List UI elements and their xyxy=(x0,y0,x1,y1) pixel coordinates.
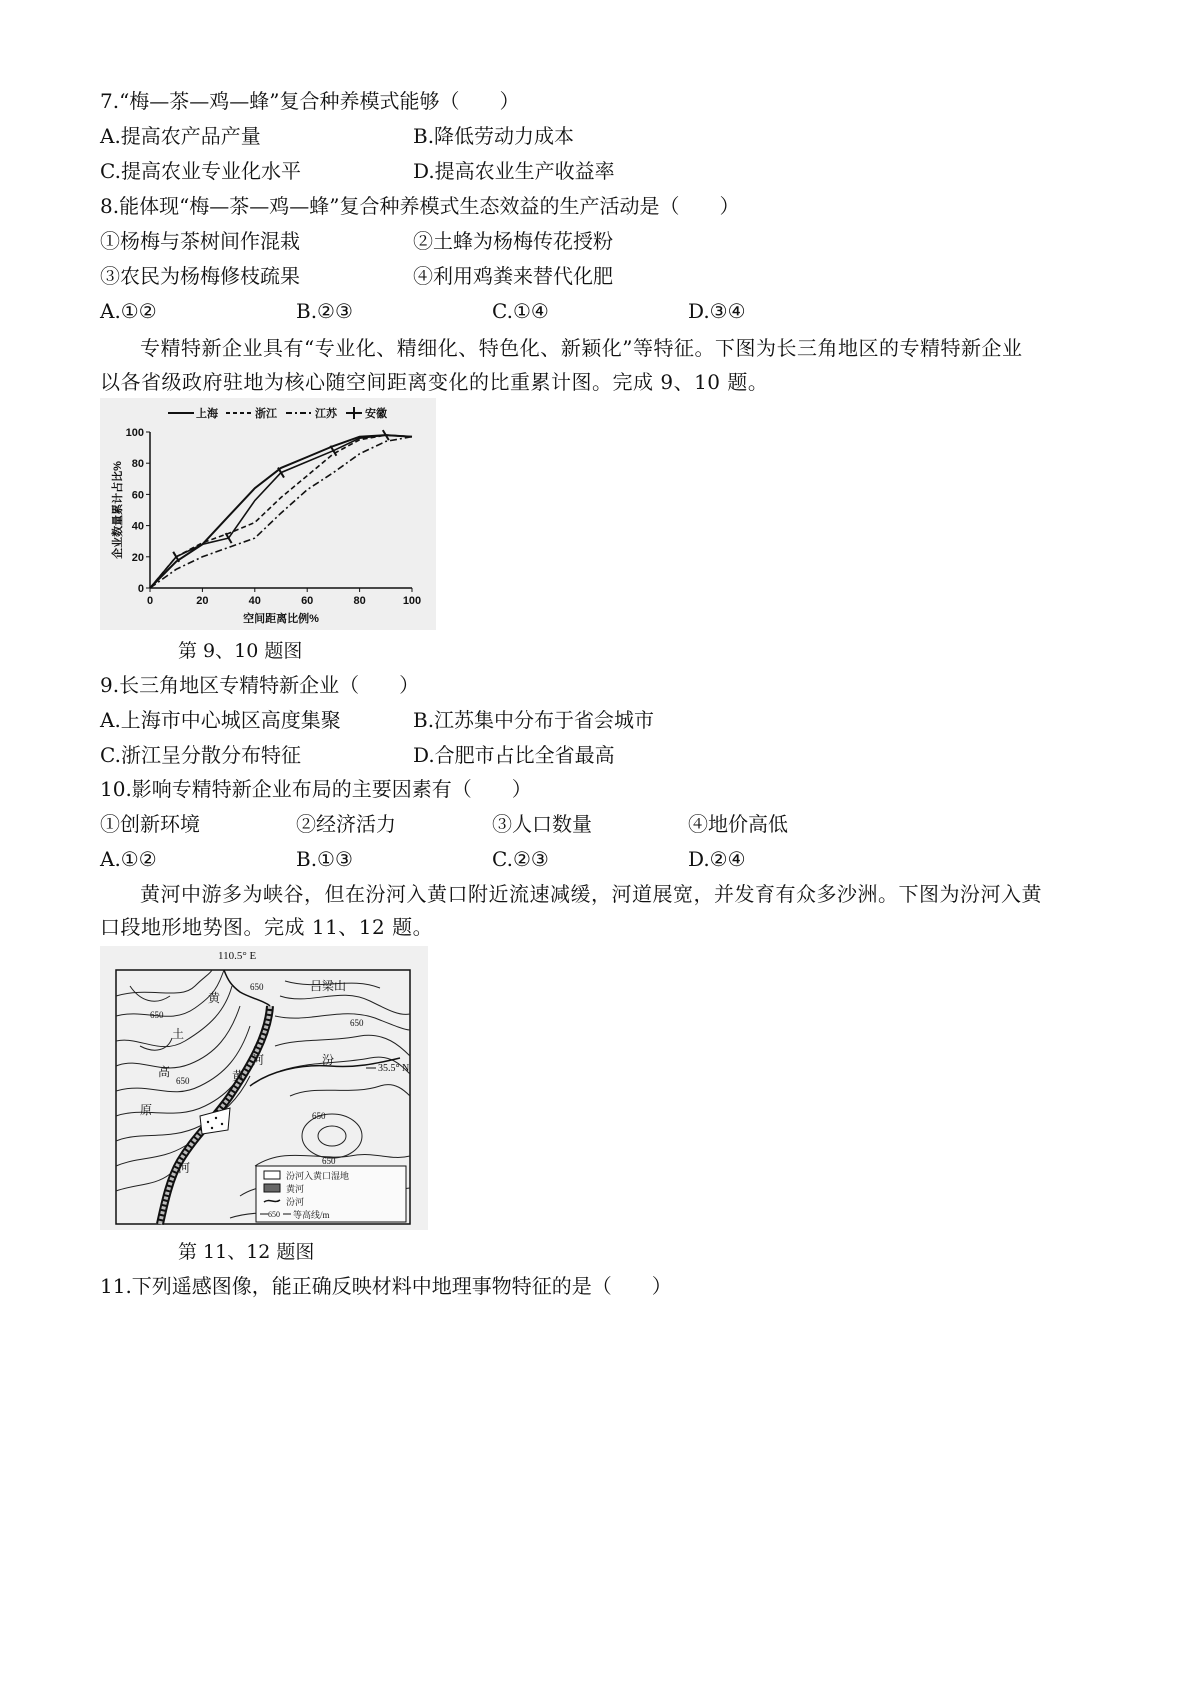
x-tick-label: 0 xyxy=(146,595,154,607)
x-tick-label: 60 xyxy=(301,595,314,607)
q8-option-a: A.①② xyxy=(100,299,157,323)
q8-item-1: ①杨梅与茶树间作混栽 xyxy=(100,229,300,253)
q8-item-2: ②土蜂为杨梅传花授粉 xyxy=(413,229,613,253)
legend-contour-value: 650 xyxy=(268,1210,280,1219)
loess-char-2: 土 xyxy=(172,1027,185,1041)
yellow-river-char-2: 河 xyxy=(252,1053,265,1067)
figure-1-caption: 第 9、10 题图 xyxy=(178,640,303,662)
figure-2-caption: 第 11、12 题图 xyxy=(178,1241,315,1263)
x-tick-label: 20 xyxy=(196,595,209,607)
y-tick-label: 100 xyxy=(125,427,144,439)
q8-stem: 8.能体现“梅—茶—鸡—蜂”复合种养模式生态效益的生产活动是（ ） xyxy=(100,194,740,218)
x-axis-label: 空间距离比例% xyxy=(243,613,319,625)
yellow-river-lower-label: 河 xyxy=(178,1161,191,1175)
legend-label-jiangsu: 江苏 xyxy=(315,408,337,420)
cumulative-share-chart xyxy=(100,398,436,630)
q10-item-1: ①创新环境 xyxy=(100,812,200,836)
legend-label-shanghai: 上海 xyxy=(196,408,218,420)
legend-label-anhui: 安徽 xyxy=(365,408,387,420)
legend-label-zhejiang: 浙江 xyxy=(255,408,277,420)
q10-option-b: B.①③ xyxy=(296,847,353,871)
loess-char-4: 原 xyxy=(140,1103,153,1117)
q8-option-d: D.③④ xyxy=(688,299,746,323)
q7-option-b: B.降低劳动力成本 xyxy=(413,124,575,148)
contour-label-5: 650 xyxy=(312,1111,326,1121)
yellow-river-char-1: 黄 xyxy=(232,1069,245,1083)
x-tick-label: 100 xyxy=(402,595,422,607)
legend-contour: 等高线/m xyxy=(293,1210,330,1220)
fenhe-estuary-topographic-map xyxy=(100,946,428,1230)
y-tick-label: 20 xyxy=(131,551,144,564)
contour-label-1: 650 xyxy=(250,982,264,992)
q7-option-d: D.提高农业生产收益率 xyxy=(413,159,615,183)
passage-2-line-2: 口段地形地势图。完成 11、12 题。 xyxy=(100,915,434,939)
y-tick-label: 80 xyxy=(131,458,144,471)
q8-item-3: ③农民为杨梅修枝疏果 xyxy=(100,264,300,288)
x-tick-label: 80 xyxy=(353,595,366,607)
q10-stem: 10.影响专精特新企业布局的主要因素有（ ） xyxy=(100,777,532,801)
passage-1-line-1: 专精特新企业具有“专业化、精细化、特色化、新颖化”等特征。下图为长三角地区的专精特新企业 xyxy=(140,336,1023,360)
q7-option-c: C.提高农业专业化水平 xyxy=(100,159,301,183)
q10-item-3: ③人口数量 xyxy=(492,812,592,836)
q9-option-d: D.合肥市占比全省最高 xyxy=(413,743,615,767)
legend-fen-river: 汾河 xyxy=(286,1197,305,1207)
contour-label-4: 650 xyxy=(350,1018,364,1028)
q10-option-d: D.②④ xyxy=(688,847,746,871)
q7-option-a: A.提高农产品产量 xyxy=(100,124,261,148)
y-axis-label: 企业数量累计占比% xyxy=(112,461,124,559)
passage-1-line-2: 以各省级政府驻地为核心随空间距离变化的比重累计图。完成 9、10 题。 xyxy=(100,370,769,394)
q8-option-b: B.②③ xyxy=(296,299,353,323)
q11-stem: 11.下列遥感图像，能正确反映材料中地理事物特征的是（ ） xyxy=(100,1274,672,1298)
contour-label-3: 650 xyxy=(176,1076,190,1086)
passage-2-line-1: 黄河中游多为峡谷，但在汾河入黄口附近流速减缓，河道展宽，并发育有众多沙洲。下图为汾河入黄 xyxy=(140,882,1042,906)
latitude-label: 35.5° N xyxy=(378,1063,410,1074)
q10-item-4: ④地价高低 xyxy=(688,812,788,836)
q10-item-2: ②经济活力 xyxy=(296,812,396,836)
q7-stem: 7.“梅—茶—鸡—蜂”复合种养模式能够（ ） xyxy=(100,89,520,113)
longitude-label: 110.5° E xyxy=(218,950,257,962)
q10-option-c: C.②③ xyxy=(492,847,549,871)
q9-option-c: C.浙江呈分散分布特征 xyxy=(100,743,301,767)
legend-wetland: 汾河入黄口湿地 xyxy=(286,1171,350,1181)
loess-char-3: 高 xyxy=(158,1065,171,1079)
q8-item-4: ④利用鸡粪来替代化肥 xyxy=(413,264,613,288)
legend-yellow-river: 黄河 xyxy=(286,1184,305,1194)
q9-stem: 9.长三角地区专精特新企业（ ） xyxy=(100,673,420,697)
loess-char-1: 黄 xyxy=(208,991,221,1005)
q8-option-c: C.①④ xyxy=(492,299,549,323)
q10-option-a: A.①② xyxy=(100,847,157,871)
q9-option-a: A.上海市中心城区高度集聚 xyxy=(100,708,341,732)
y-tick-label: 0 xyxy=(137,583,144,595)
y-tick-label: 40 xyxy=(131,520,144,533)
fen-river-label: 汾 xyxy=(322,1053,335,1067)
map-legend xyxy=(256,1166,406,1222)
contour-label-2: 650 xyxy=(150,1010,164,1020)
q9-option-b: B.江苏集中分布于省会城市 xyxy=(413,708,655,732)
lvliang-mountain-label: 吕梁山 xyxy=(310,979,347,993)
contour-label-6: 650 xyxy=(322,1156,336,1166)
x-tick-label: 40 xyxy=(248,595,261,607)
y-tick-label: 60 xyxy=(131,489,144,502)
